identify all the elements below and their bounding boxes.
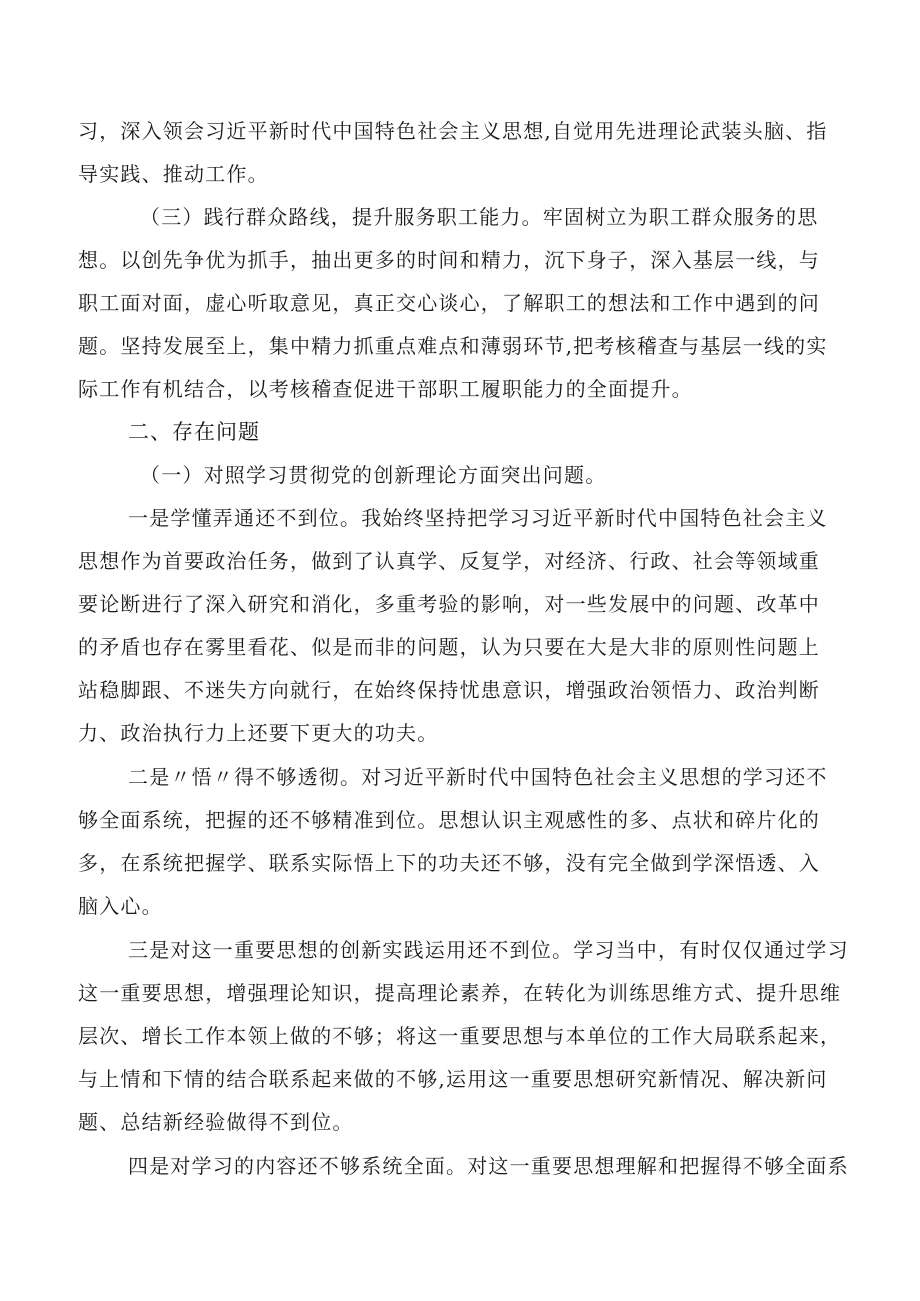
body-line: 思想作为首要政治任务，做到了认真学、反复学，对经济、行政、社会等领域重	[78, 549, 820, 573]
body-line: 题。坚持发展至上，集中精力抓重点难点和薄弱环节,把考核稽查与基层一线的实	[78, 334, 828, 358]
body-line: 与上情和下情的结合联系起来做的不够,运用这一重要思想研究新情况、解决新问	[78, 1067, 828, 1091]
body-line: 够全面系统，把握的还不够精准到位。思想认识主观感性的多、点状和碎片化的	[78, 808, 820, 832]
body-line: 的矛盾也存在雾里看花、似是而非的问题，认为只要在大是大非的原则性问题上	[78, 635, 820, 659]
body-line: 想。以创先争优为抓手，抽出更多的时间和精力，沉下身子，深入基层一线，与	[78, 248, 820, 272]
body-line: 层次、增长工作本领上做的不够；将这一重要思想与本单位的工作大局联系起来，	[78, 1024, 842, 1048]
body-line: 职工面对面，虚心听取意见，真正交心谈心，了解职工的想法和工作中遇到的问	[78, 291, 820, 315]
body-line: 导实践、推动工作。	[78, 162, 269, 186]
body-line: 这一重要思想，增强理论知识，提高理论素养，在转化为训练思维方式、提升思维	[78, 981, 842, 1005]
body-line: （三）践行群众路线，提升服务职工能力。牢固树立为职工群众服务的思	[140, 205, 819, 229]
body-line: 习，深入领会习近平新时代中国特色社会主义思想,自觉用先进理论武装头脑、指	[78, 119, 828, 143]
body-line: 要论断进行了深入研究和消化，多重考验的影响，对一些发展中的问题、改革中	[78, 592, 820, 616]
body-line: 二是〃悟〃得不够透彻。对习近平新时代中国特色社会主义思想的学习还不	[128, 765, 828, 789]
body-line: 一是学懂弄通还不到位。我始终坚持把学习习近平新时代中国特色社会主义	[128, 506, 828, 530]
section-heading: 二、存在问题	[128, 420, 260, 444]
body-line: 际工作有机结合，以考核稽查促进干部职工履职能力的全面提升。	[78, 377, 693, 401]
body-line: 力、政治执行力上还要下更大的功夫。	[78, 721, 439, 745]
body-line: 三是对这一重要思想的创新实践运用还不到位。学习当中，有时仅仅通过学习	[128, 938, 849, 962]
body-line: 题、总结新经验做得不到位。	[78, 1110, 354, 1134]
body-line: 站稳脚跟、不迷失方向就行，在始终保持忧患意识，增强政治领悟力、政治判断	[78, 678, 820, 702]
body-line: 脑入心。	[78, 894, 163, 918]
body-line: 四是对学习的内容还不够系统全面。对这一重要思想理解和把握得不够全面系	[128, 1154, 849, 1178]
body-line: 多，在系统把握学、联系实际悟上下的功夫还不够，没有完全做到学深悟透、入	[78, 851, 820, 875]
subsection-title: （一）对照学习贯彻党的创新理论方面突出问题。	[140, 463, 607, 487]
